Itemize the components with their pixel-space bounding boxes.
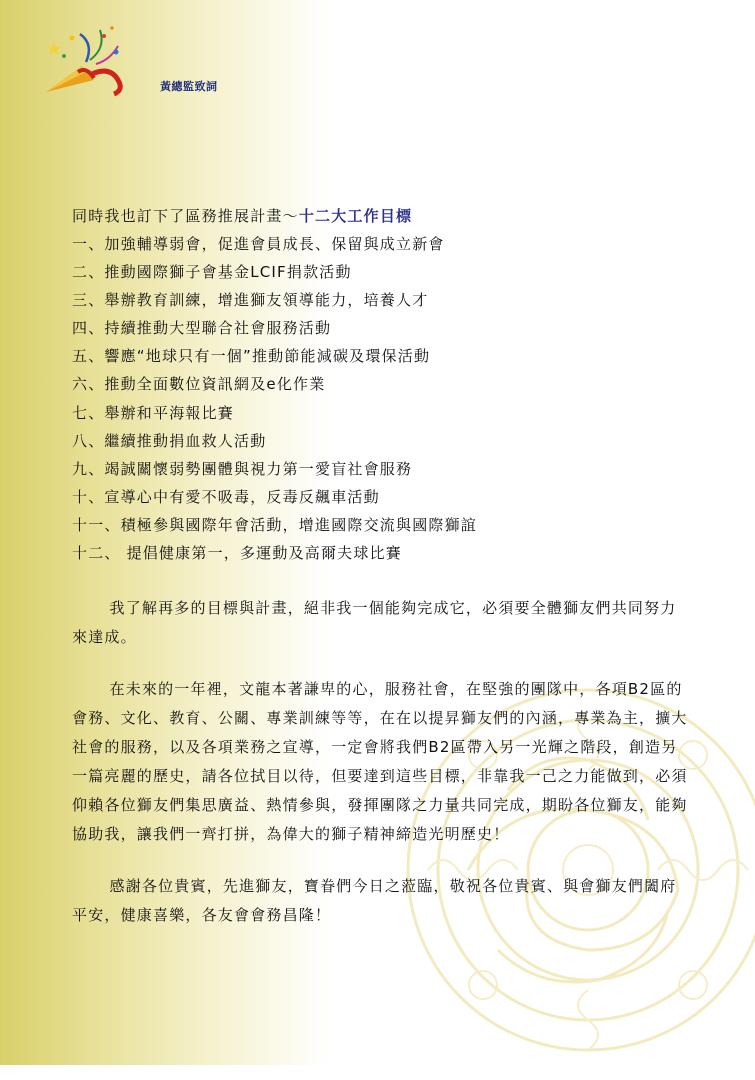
goals-intro: [72, 202, 692, 230]
goal-item: 六、推動全面數位資訊網及e化作業: [72, 375, 326, 394]
body-paragraph: 在未來的一年裡，文龍本著謙卑的心，服務社會，在堅強的團隊中，各項B2區的會務、文化、教育、公關、專業訓練等等，在在以提昇獅友們的內涵，專業為主，擴大社會的服務，以及各項業務之宣導，一定會將我們B2區帶入另一光輝之階段，創造另一篇亮麗的歷史，請各位拭目以待，但要達到這些目標，非靠我一己之力能做到，必須仰賴各位獅友們集思廣益、熱情參與，發揮團隊之力量共同完成，期盼各位獅友，能夠協助我，讓我們一齊打拼，為偉大的獅子精神締造光明歷史！: [72, 680, 688, 844]
header: [42, 22, 222, 102]
goal-item: 七、舉辦和平海報比賽: [72, 403, 235, 422]
speech-content: [72, 202, 692, 930]
goal-item: 八、繼續推動捐血救人活動: [72, 431, 267, 450]
goal-item: 十二、 提倡健康第一，多運動及高爾夫球比賽: [72, 544, 402, 563]
goal-item: 五、響應“地球只有一個”推動節能減碳及環保活動: [72, 347, 431, 366]
goal-item: 十、宣導心中有愛不吸毒，反毒反飆車活動: [72, 487, 380, 506]
goal-list: [72, 230, 692, 567]
intro-text: 同時我也訂下了區務推展計畫～: [72, 207, 299, 225]
goal-item: 九、竭誠關懷弱勢團體與視力第一愛盲社會服務: [72, 459, 413, 478]
goal-item: 三、舉辦教育訓練，增進獅友領導能力，培養人才: [72, 291, 429, 310]
goal-item: 一、加強輔導弱會，促進會員成長、保留與成立新會: [72, 235, 445, 253]
goal-item: 二、推動國際獅子會基金LCIF捐款活動: [72, 263, 352, 282]
page-title: 黃總監致詞: [160, 80, 218, 93]
goal-item: 四、持續推動大型聯合社會服務活動: [72, 319, 332, 338]
intro-highlight: 十二大工作目標: [298, 207, 413, 225]
party-horn-icon: [42, 22, 132, 102]
body-paragraph: 感謝各位貴賓，先進獅友，寶眷們今日之蒞臨，敬祝各位貴賓、與會獅友們闔府平安，健康喜樂，各友會會務昌隆！: [72, 877, 677, 925]
body-paragraph: 我了解再多的目標與計畫，絕非我一個能夠完成它，必須要全體獅友們共同努力來達成。: [72, 599, 677, 647]
goal-item: 十一、積極參與國際年會活動，增進國際交流與國際獅誼: [72, 515, 478, 534]
